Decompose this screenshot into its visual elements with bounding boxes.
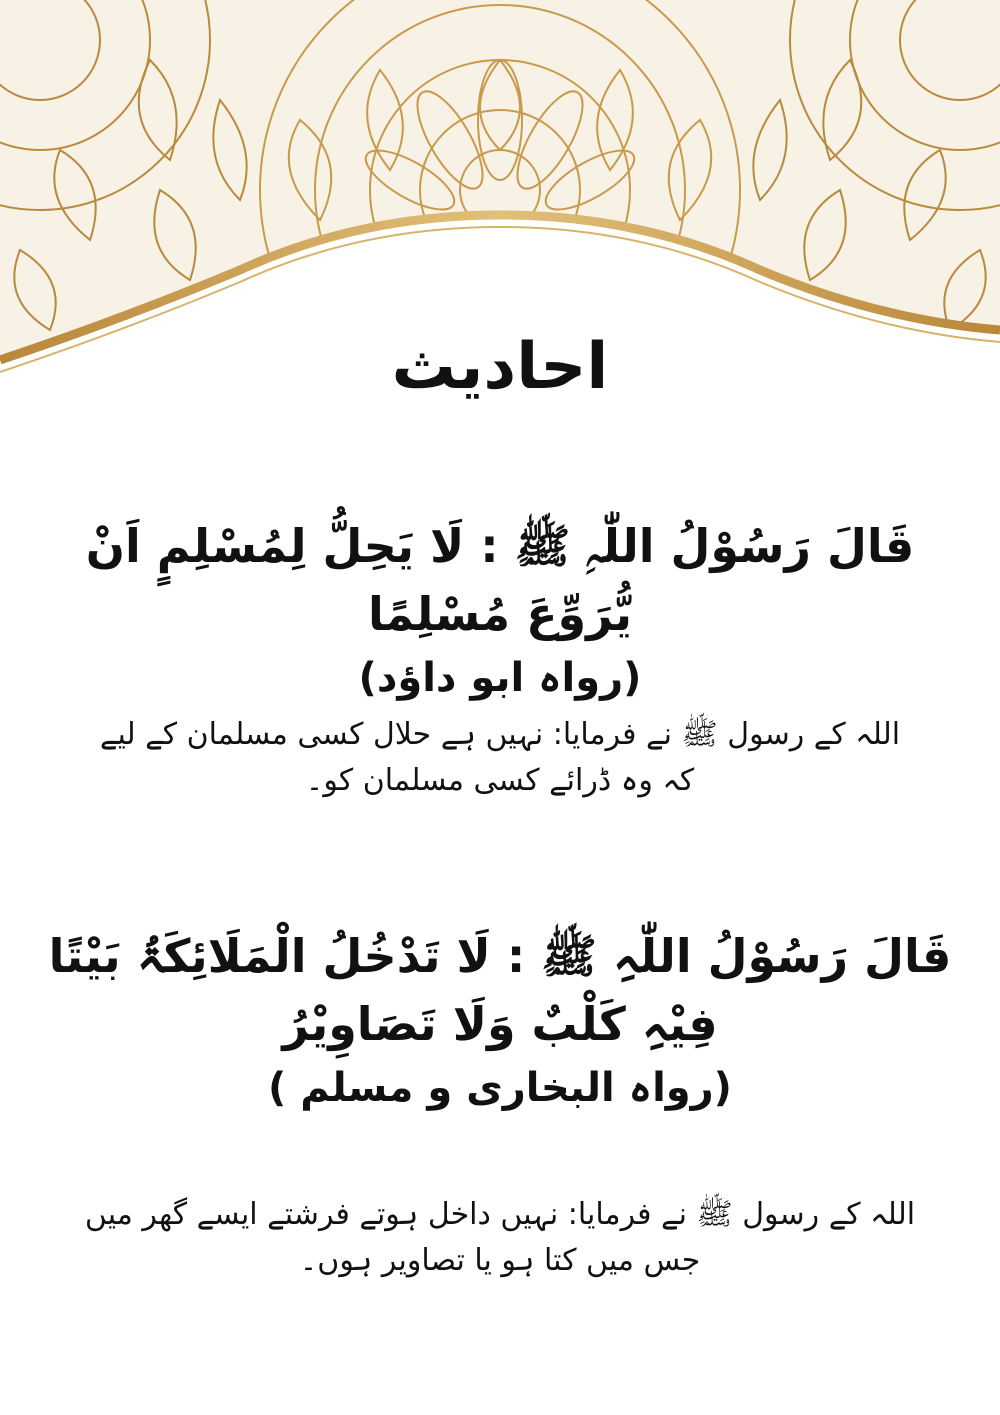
hadith-1 bbox=[40, 512, 960, 708]
hadith-1-reference: (رواہ ابو داؤد) bbox=[358, 655, 642, 701]
hadith-2 bbox=[40, 922, 960, 1118]
hadith-1-translation-block bbox=[40, 712, 960, 804]
hadith-2-translation-block bbox=[40, 1192, 960, 1284]
hadith-2-arabic: قَالَ رَسُوْلُ اللّٰہِ ﷺ : لَا تَدْخُلُ الْمَلَائِکَۃُ بَیْتًا فِیْہِ کَلْبٌ وَلَا تَصَاوِیْرُ bbox=[48, 929, 952, 1051]
hadith-2-urdu: اللہ کے رسول ﷺ نے فرمایا: نہیں داخل ہوتے فرشتے ایسے گھر میں جس میں کتا ہو یا تصاویر ہوں۔ bbox=[84, 1197, 916, 1278]
hadith-2-reference: (رواہ البخاری و مسلم ) bbox=[268, 1065, 732, 1111]
hadith-1-urdu: اللہ کے رسول ﷺ نے فرمایا: نہیں ہے حلال کسی مسلمان کے لیے کہ وہ ڈرائے کسی مسلمان کو۔ bbox=[99, 717, 901, 798]
page-title: احادیث bbox=[391, 330, 609, 404]
hadith-1-arabic: قَالَ رَسُوْلُ اللّٰہِ ﷺ : لَا یَحِلُّ لِمُسْلِمٍ اَنْ یُّرَوِّعَ مُسْلِمًا bbox=[85, 519, 915, 641]
